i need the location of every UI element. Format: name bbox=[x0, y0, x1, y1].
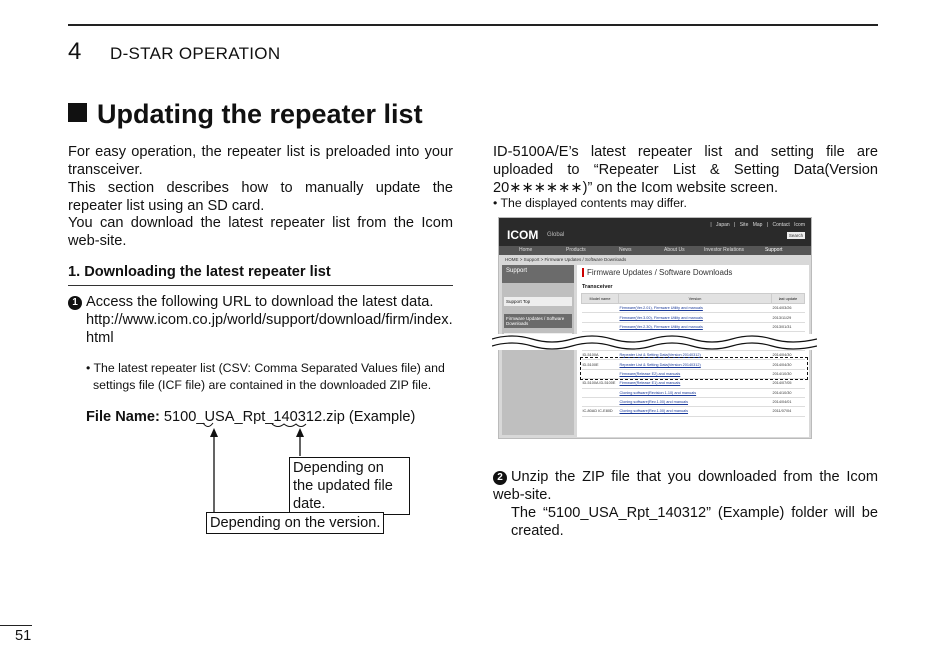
cell-version-link[interactable]: Firmware(Release E1) and manuals bbox=[619, 379, 772, 388]
right-intro: ID-5100A/E’s latest repeater list and setting file are uploaded to “Repeater List & Setting Data(Version 20∗∗∗∗∗∗)” on the Icom website screen. bbox=[493, 144, 878, 196]
version-brace bbox=[203, 423, 213, 427]
cell-model: IC-80AD IC-E80D bbox=[582, 407, 619, 416]
cell-date: 2013/11/29 bbox=[772, 313, 805, 322]
section-title-text: Updating the repeater list bbox=[97, 99, 423, 129]
cell-date: 2014/04/01 bbox=[772, 397, 805, 406]
nav-investor[interactable]: Investor Relations bbox=[704, 247, 745, 253]
cell-date: 2014/04/30 bbox=[772, 360, 805, 369]
col-model: Model name bbox=[582, 294, 619, 304]
search-button[interactable]: Search bbox=[788, 233, 804, 238]
cell-model bbox=[582, 304, 619, 313]
table-row bbox=[582, 313, 805, 322]
icom-logo: ICOM bbox=[507, 228, 539, 242]
square-bullet-icon bbox=[68, 103, 87, 122]
sidebar-item-firmware[interactable]: Firmware Updates / Software Downloads bbox=[504, 314, 572, 328]
site-breadcrumb[interactable]: HOME > Support > Firmware Updates / Software Downloads bbox=[505, 257, 627, 262]
version-callout-box: Depending on the version. bbox=[206, 512, 384, 534]
date-arrow-head bbox=[296, 428, 304, 437]
display-note: • The displayed contents may differ. bbox=[493, 196, 687, 210]
cell-version-link[interactable]: Firmware(Ver.2.30), Firmware Utility and manuals bbox=[619, 322, 772, 331]
step1-marker: 1 bbox=[68, 296, 82, 310]
cell-date: 2014/10/30 bbox=[772, 369, 805, 378]
date-callout-box: Depending on the updated file date. bbox=[289, 457, 410, 515]
cell-version-link[interactable]: Cloning software(Revision 1.10) and manuals bbox=[619, 388, 772, 397]
cell-model: ID-5100A ID-5100E bbox=[582, 379, 619, 388]
cell-version-link[interactable]: Cloning software(Rev.1.00) and manuals bbox=[619, 407, 772, 416]
cell-model bbox=[582, 388, 619, 397]
nav-home[interactable]: Home bbox=[519, 247, 533, 253]
nav-products[interactable]: Products bbox=[566, 247, 586, 253]
site-header bbox=[499, 218, 811, 246]
sidebar-title: Support bbox=[502, 265, 574, 283]
page-number: 51 bbox=[15, 628, 32, 644]
site-page-title: Firmware Updates / Software Downloads bbox=[582, 268, 732, 277]
footer-rule bbox=[0, 625, 32, 626]
header-links[interactable]: | Japan | Site Map | Contact Icom bbox=[710, 222, 805, 228]
cell-date: 2014/04/30 bbox=[772, 350, 805, 359]
step-heading-rule bbox=[68, 285, 453, 286]
step1-text: Access the following URL to download the latest data. bbox=[86, 294, 434, 310]
col-date: last update bbox=[772, 294, 805, 304]
nav-support[interactable]: Support bbox=[765, 247, 783, 253]
website-screenshot bbox=[498, 217, 812, 439]
cell-version-link[interactable]: Repeater List & Setting Data(Version 20140312) bbox=[619, 360, 772, 369]
cell-version-link[interactable]: Firmware(Release E2) and manuals bbox=[619, 369, 772, 378]
cell-version-link[interactable]: Cloning software(Rev.1.00) and manuals bbox=[619, 397, 772, 406]
chapter-title: D-STAR OPERATION bbox=[110, 44, 281, 63]
table-row bbox=[582, 379, 805, 388]
break-mark bbox=[492, 331, 817, 353]
table-row bbox=[582, 304, 805, 313]
step-heading: 1. Downloading the latest repeater list bbox=[68, 264, 331, 280]
cell-date: 2013/01/31 bbox=[772, 322, 805, 331]
zip-contents-note: • The latest repeater list (CSV: Comma Separated Values file) and settings file (ICF file) are contained in the downloaded ZIP file. bbox=[86, 361, 445, 392]
table-row bbox=[582, 407, 805, 416]
cell-version-link[interactable]: Repeater List & Setting Data(Version 20140312) bbox=[619, 350, 772, 359]
step2-marker: 2 bbox=[493, 471, 507, 485]
step1-instruction bbox=[68, 293, 453, 311]
file-name-example: (Example) bbox=[348, 409, 416, 425]
cell-version-link[interactable]: Firmware(Ver.2.01), Firmware Utility and manuals bbox=[619, 304, 772, 313]
cell-model bbox=[582, 397, 619, 406]
intro-paragraph-3: You can download the latest repeater list from the Icom web-site. bbox=[68, 215, 453, 249]
firmware-table bbox=[581, 293, 805, 417]
table-row bbox=[582, 397, 805, 406]
version-arrow-head bbox=[210, 428, 218, 437]
section-title bbox=[68, 99, 423, 130]
nav-about[interactable]: About Us bbox=[664, 247, 685, 253]
cell-model: ID-5100A bbox=[582, 350, 619, 359]
step2-result: The “5100_USA_Rpt_140312” (Example) folder will be created. bbox=[511, 505, 878, 539]
col-version: Version bbox=[619, 294, 772, 304]
step2-text: Unzip the ZIP file that you downloaded from the Icom web-site. bbox=[493, 469, 878, 503]
chapter-number: 4 bbox=[68, 38, 82, 65]
cell-date: 2014/07/05 bbox=[772, 379, 805, 388]
cell-date: 2011/07/04 bbox=[772, 407, 805, 416]
file-name-label: File Name: bbox=[86, 409, 160, 425]
sidebar-item-support-top[interactable]: Support Top bbox=[504, 297, 572, 306]
date-brace bbox=[272, 424, 306, 427]
highlight-dashed-box bbox=[580, 357, 808, 380]
download-url[interactable]: http://www.icom.co.jp/world/support/download/firm/index.html bbox=[86, 312, 453, 346]
header-rule bbox=[68, 24, 878, 26]
intro-paragraph-1: For easy operation, the repeater list is preloaded into your transceiver. bbox=[68, 144, 453, 178]
cell-model bbox=[582, 313, 619, 322]
cell-date: 2014/10/30 bbox=[772, 388, 805, 397]
cell-model: ID-5100E bbox=[582, 360, 619, 369]
site-subtitle: Transceiver bbox=[582, 284, 613, 290]
site-nav bbox=[499, 246, 811, 255]
table-row bbox=[582, 388, 805, 397]
cell-version-link[interactable]: Firmware(Ver.3.00), Firmware Utility and manuals bbox=[619, 313, 772, 322]
cell-date: 2014/03/26 bbox=[772, 304, 805, 313]
logo-subtitle: Global bbox=[547, 232, 565, 238]
step2-instruction bbox=[493, 468, 878, 504]
nav-news[interactable]: News bbox=[619, 247, 632, 253]
intro-paragraph-2: This section describes how to manually update the repeater list using an SD card. bbox=[68, 180, 453, 214]
file-name-value: 5100_USA_Rpt_140312.zip bbox=[163, 409, 345, 425]
